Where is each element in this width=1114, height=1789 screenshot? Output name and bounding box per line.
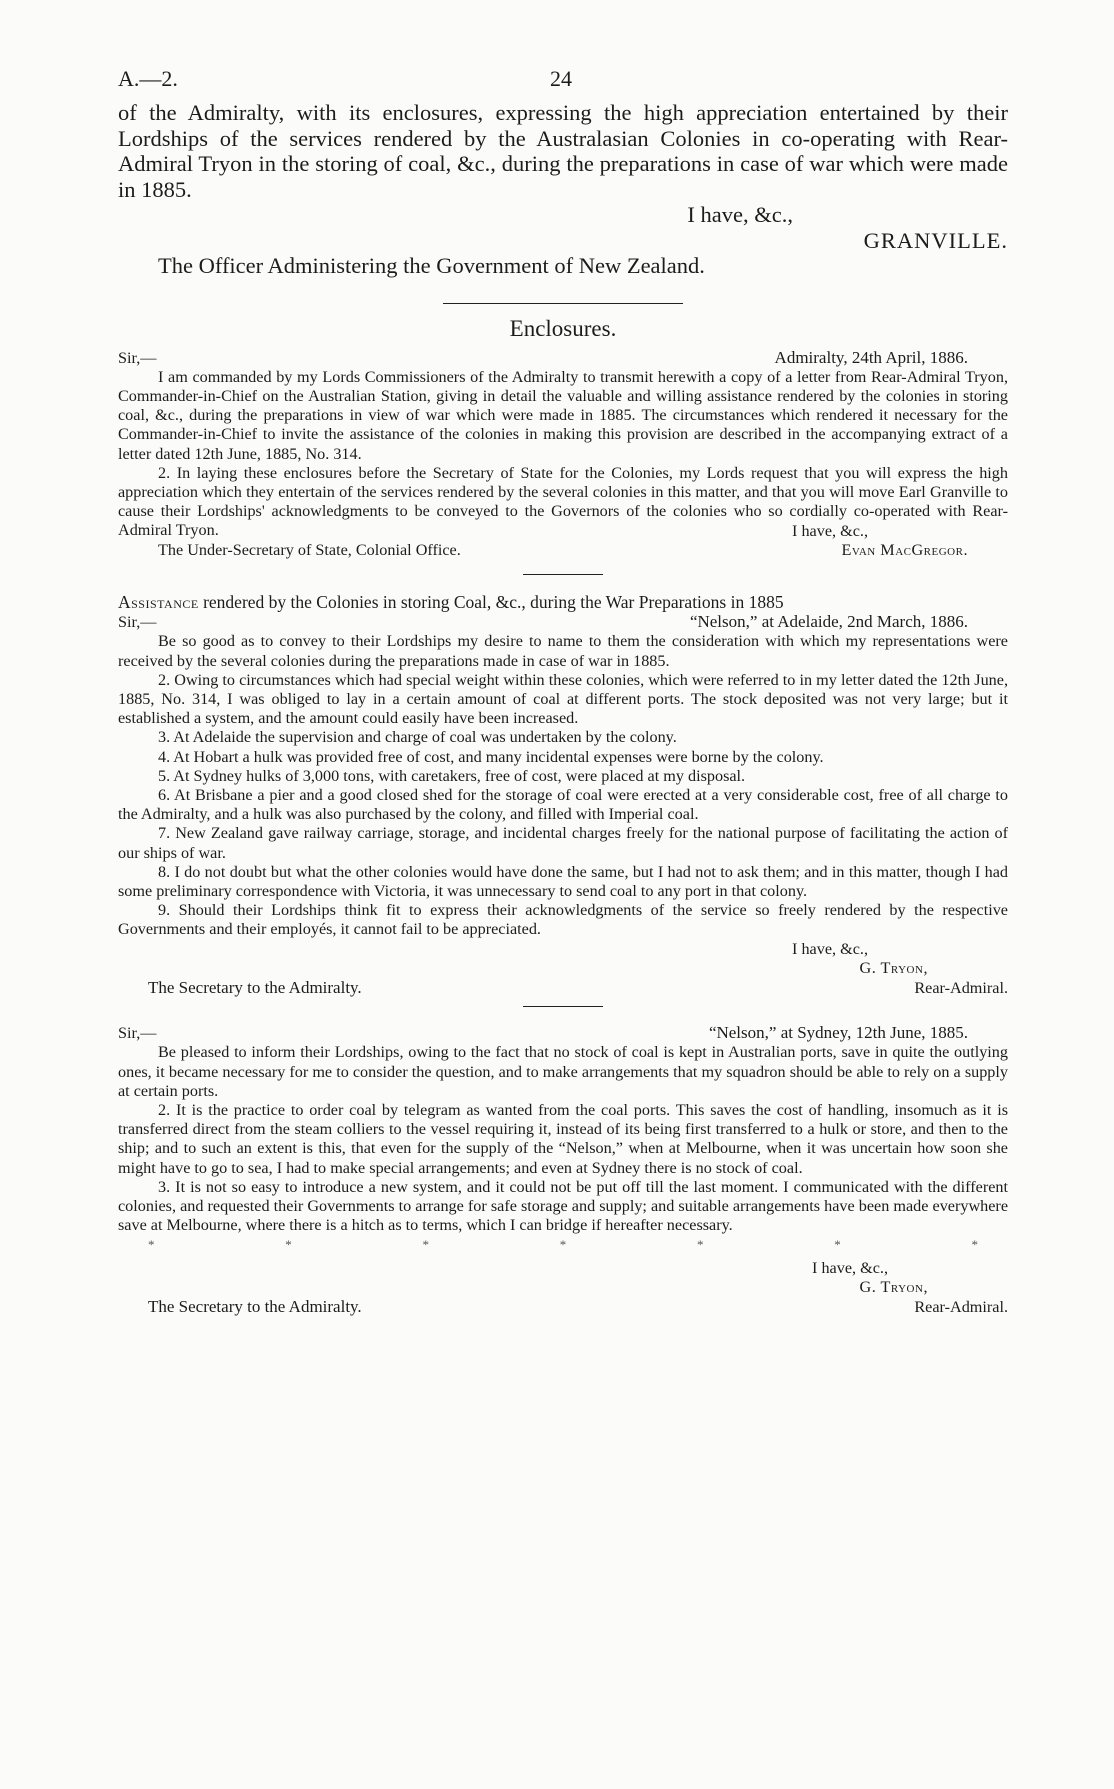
rank: Rear-Admiral. — [914, 1298, 1008, 1317]
paragraph: Be so good as to convey to their Lordships my desire to name to them the consideration with which my representations were received by the several colonies during the preparations made in case of war in 1885. — [118, 632, 1008, 670]
signature: Evan MacGregor. — [841, 540, 968, 559]
place-date: “Nelson,” at Adelaide, 2nd March, 1886. — [689, 612, 968, 632]
paragraph: 2. Owing to circumstances which had special weight within these colonies, which were referred to in my letter dated the 12th June, 1885, No. 314, I was obliged to lay in a certain amount of coal at different ports. The stock deposited was not very large; but it established a system, and the amount could easily have been increased. — [118, 670, 1008, 728]
signature: G. Tryon, — [859, 1277, 928, 1296]
covering-letter — [118, 100, 1008, 279]
letter-nelson-adelaide — [118, 593, 1008, 998]
letter-admiralty — [118, 348, 1008, 560]
page-header — [118, 66, 1008, 100]
letter-title: Assistance rendered by the Colonies in storing Coal, &c., during the War Preparations in 1885 — [118, 591, 784, 612]
paragraph: 8. I do not doubt but what the other colonies would have done the same, but I had not to ask them; and in this matter, though I had some preliminary correspondence with Victoria, it was unnecessary to send coal to any port in that colony. — [118, 862, 1008, 900]
paragraph: 7. New Zealand gave railway carriage, storage, and incidental charges freely for the national purpose of facilitating the action of our ships of war. — [118, 824, 1008, 862]
page-number: 24 — [550, 66, 572, 91]
document-page — [118, 66, 1008, 1317]
intro-signature: GRANVILLE. — [863, 227, 1008, 253]
ellipsis-stars: * * * * * * * — [148, 1237, 978, 1253]
addressee: The Under-Secretary of State, Colonial Office. — [158, 540, 461, 559]
closing: I have, &c., — [812, 1258, 888, 1277]
intro-closing: I have, &c., — [687, 202, 793, 227]
addressee: The Secretary to the Admiralty. — [148, 1297, 362, 1317]
paragraph: 5. At Sydney hulks of 3,000 tons, with caretakers, free of cost, were placed at my disposal. — [158, 766, 746, 785]
paragraph: 2. It is the practice to order coal by telegram as wanted from the coal ports. This saves the cost of handling, insomuch as it is transferred direct from the steam colliers to the vessel requiring it, instead of its being first transferred to a hulk or store, and then to the ship; and to such an extent is this, that even for the supply of the “Nelson,” when at Melbourne, when it was uncertain how soon she might have to go to sea, I had to make special arrangements; and even at Sydney there is no stock of coal. — [118, 1101, 1008, 1177]
paragraph: 6. At Brisbane a pier and a good closed shed for the storage of coal were erected at a very considerable cost, free of all charge to the Admiralty, and a hulk was also purchased by the colony, and filled with Imperial coal. — [118, 785, 1008, 824]
letter-nelson-sydney — [118, 1023, 1008, 1317]
paragraph: I am commanded by my Lords Commissioners of the Admiralty to transmit herewith a copy of a letter from Rear-Admiral Tryon, Commander-in-Chief on the Australian Station, giving in detail the valuable and willing assistance rendered by the colonies in storing coal, &c., during the preparations in view of war which were made in 1885. The circumstances which rendered it necessary for the Commander-in-Chief to invite the assistance of the colonies in making this provision are described in the accompanying extract of a letter dated 12th June, 1885, No. 314. — [118, 367, 1008, 463]
salutation: Sir,— — [118, 613, 157, 632]
enclosures-heading: Enclosures. — [509, 315, 617, 341]
paragraph: Be pleased to inform their Lordships, owing to the fact that no stock of coal is kept in Australian ports, save in quite the outlying ones, it became necessary for me to consider the question, and to make arrangements that my squadron should be able to rely on a supply at certain ports. — [118, 1043, 1008, 1100]
salutation: Sir,— — [118, 1024, 157, 1043]
document-code: A.—2. — [118, 66, 178, 91]
signature: G. Tryon, — [859, 958, 928, 977]
paragraph: 9. Should their Lordships think fit to express their acknowledgments of the service so freely rendered by the respective Governments and their employés, it cannot fail to be appreciated. — [118, 901, 1008, 939]
intro-addressee: The Officer Administering the Government of New Zealand. — [158, 253, 705, 278]
addressee: The Secretary to the Admiralty. — [148, 978, 362, 997]
paragraph: 2. In laying these enclosures before the Secretary of State for the Colonies, my Lords request that you will express the high appreciation which they entertain of the services rendered by the several colonies in this matter, and that you will move Earl Granville to cause their Lordships' acknowledgments to be conveyed to the Governors of the colonies who so cordially co-operated with Rear-Admiral Tryon. — [118, 463, 1008, 540]
salutation: Sir,— — [118, 348, 157, 367]
intro-text: of the Admiralty, with its enclosures, expressing the high appreciation entertained by their Lordships of the services rendered by the Australasian Colonies in co-operating with Rear-Admiral Tryon in the storing of coal, &c., during the preparations in case of war which were made in 1885. — [118, 100, 1008, 202]
paragraph: 3. It is not so easy to introduce a new system, and it could not be put off till the last moment. I communicated with the different colonies, and requested their Governments to arrange for safe storage and supply; and suitable arrangements have been made everywhere save at Melbourne, where there is a hitch as to terms, which I can bridge if hereafter necessary. — [118, 1177, 1008, 1235]
paragraph: 4. At Hobart a hulk was provided free of cost, and many incidental expenses were borne by the colony. — [158, 747, 824, 766]
rank: Rear-Admiral. — [914, 979, 1008, 997]
place-date: Admiralty, 24th April, 1886. — [774, 347, 968, 367]
closing: I have, &c., — [792, 939, 868, 958]
place-date: “Nelson,” at Sydney, 12th June, 1885. — [708, 1023, 968, 1043]
divider — [443, 303, 683, 304]
paragraph: 3. At Adelaide the supervision and charge of coal was undertaken by the colony. — [158, 728, 677, 747]
closing: I have, &c., — [792, 521, 868, 540]
